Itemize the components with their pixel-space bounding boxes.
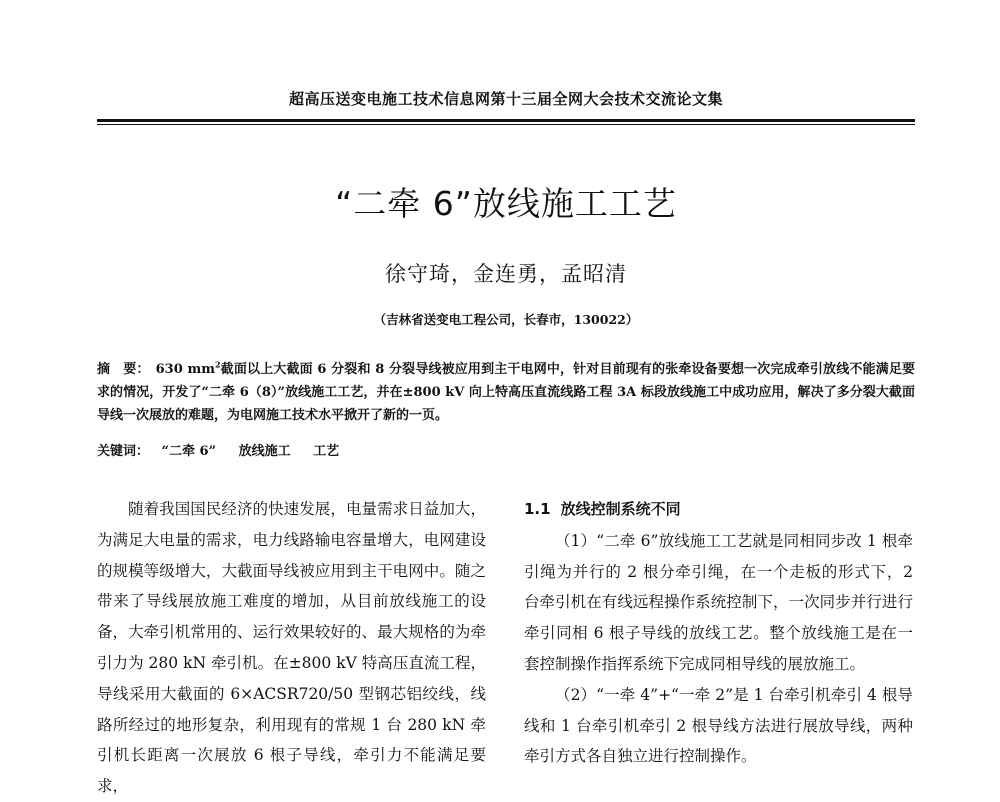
body-column-left [97,494,486,802]
abstract [97,358,915,427]
section-title: 放线控制系统不同 [560,500,681,518]
abstract-label: 摘 要： [97,362,150,377]
paper-title: “二牵 6”放线施工工艺 [335,184,677,223]
header-rule-thick [97,119,915,122]
keyword-item: 放线施工 [238,444,291,459]
abstract-text-1: 630 mm [155,362,215,377]
abstract-text-2: 截面以上大截面 6 分裂和 8 分裂导线被应用到主干电网中，针对目前现有的张牵设备要想一次完成牵引放线不能满足要求的情况，开发了“二牵 6（8）”放线施工工艺，并在±800 kV 向上特高压直流线路工程 3A 标段放线施工中成功应用，解决了多分裂大截面导线一次展放的难题，为电网施工技术水平掀开了新的一页。 [97,362,915,423]
keyword-item: “二牵 6” [161,444,217,459]
body-paragraph-intro: 随着我国国民经济的快速发展，电量需求日益加大，为满足大电量的需求，电力线路输电容量增大，电网建设的规模等级增大，大截面导线被应用到主干电网中。随之带来了导线展放施工难度的增加，从目前放线施工的设备，大牵引机常用的、运行效果较好的、最大规格的为牵引力为 280 kN 牵引机。在±800 kV 特高压直流工程，导线采用大截面的 6×ACSR720/50 型钢芯铝绞线，线路所经过的地形复杂，利用现有的常规 1 台 280 kN 牵引机长距离一次展放 6 根子导线，牵引力不能满足要求， [97,500,486,796]
body-paragraph-2: （2）“一牵 4”+“一牵 2”是 1 台牵引机牵引 4 根导线和 1 台牵引机牵引 2 根导线方法进行展放导线，两种牵引方式各自独立进行控制操作。 [524,685,913,766]
running-header: 超高压送变电施工技术信息网第十三届全网大会技术交流论文集 [288,90,723,108]
section-number: 1.1 [524,500,551,518]
paper-authors: 徐守琦，金连勇，孟昭清 [385,262,627,286]
paper-affiliation: （吉林省送变电工程公司，长春市，130022） [373,312,639,327]
body-column-right [524,494,913,772]
keyword-item: 工艺 [313,444,340,459]
abstract-superscript: 2 [214,359,221,370]
keywords-label: 关键词： [97,444,150,459]
header-rule-thin [97,124,915,125]
body-paragraph-1: （1）“二牵 6”放线施工工艺就是同相同步改 1 根牵引绳为并行的 2 根分牵引绳，在一个走板的形式下，2 台牵引机在有线远程操作系统控制下，一次同步并行进行牵引同相 6 根子导线的放线工艺。整个放线施工是在一套控制操作指挥系统下完成同相导线的展放施工。 [524,531,913,673]
section-heading [524,494,913,525]
keywords [97,440,915,459]
